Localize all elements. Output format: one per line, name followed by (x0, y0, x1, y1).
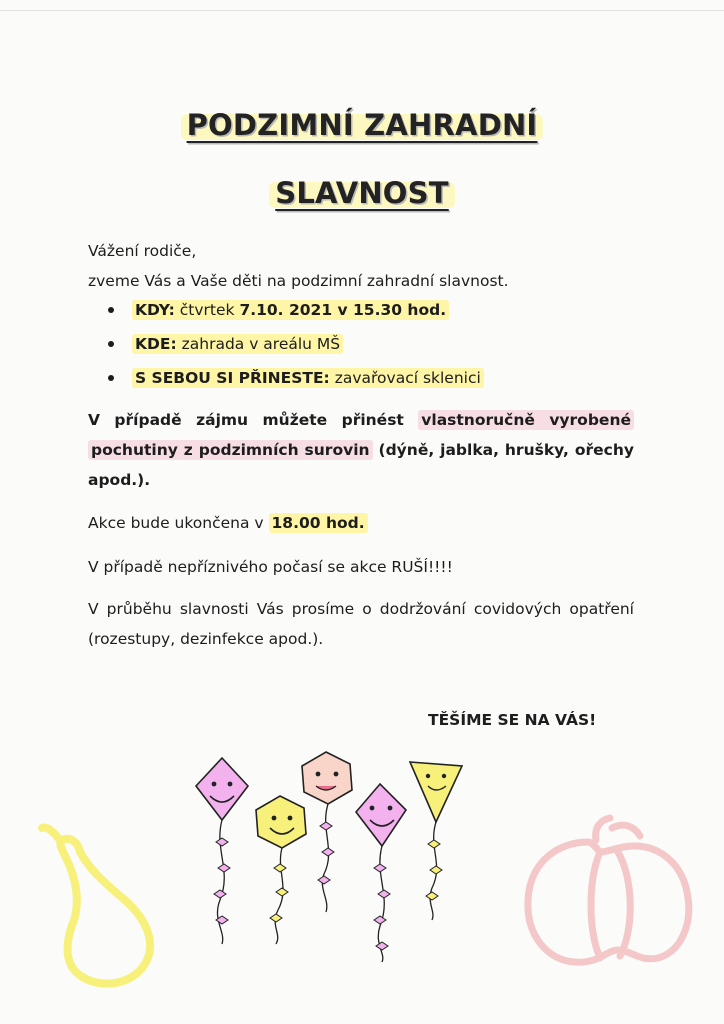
pear-illustration (42, 827, 150, 983)
bring-label: S SEBOU SI PŘINESTE: (135, 369, 330, 387)
closing-text: TĚŠÍME SE NA VÁS! (428, 711, 597, 729)
where-label: KDE: (135, 335, 177, 353)
p2-time: 18.00 hod. (269, 513, 368, 533)
title-text-2: SLAVNOST (275, 176, 449, 210)
intro-text: zveme Vás a Vaše děti na podzimní zahradní slavnost. (88, 272, 509, 290)
kite-yellow-sun (256, 796, 306, 944)
p2-lead: Akce bude ukončena v (88, 514, 264, 532)
greeting: Vážení rodiče, (88, 242, 197, 260)
p1-highlight-2: pochutiny z podzimních surovin (88, 440, 373, 460)
kite-yellow-right (410, 762, 462, 920)
paragraph-covid: V průběhu slavnosti Vás prosíme o dodržování covidových opatření (rozestupy, dezinfekce apod.). (88, 600, 634, 648)
kite-pink-right (356, 784, 406, 962)
kite-face-center (302, 752, 352, 912)
p1-tail: (dýně, jablka, hrušky, ořechy apod.). (88, 441, 634, 489)
kite-pink-left (196, 758, 248, 944)
pumpkin-illustration (528, 818, 689, 962)
title-text-1: PODZIMNÍ ZAHRADNÍ (186, 108, 538, 142)
bring-value: zavařovací sklenici (334, 369, 481, 387)
when-label: KDY: (135, 301, 175, 319)
when-value: 7.10. 2021 v 15.30 hod. (239, 301, 447, 319)
p1-lead: V případě zájmu můžete přinést (88, 411, 404, 429)
where-value: zahrada v areálu MŠ (181, 335, 341, 353)
p1-highlight-1: vlastnoručně vyrobené (418, 410, 634, 430)
when-day: čtvrtek (179, 301, 235, 319)
paragraph-weather: V případě nepříznivého počasí se akce RUŠÍ!!!! (88, 558, 453, 576)
